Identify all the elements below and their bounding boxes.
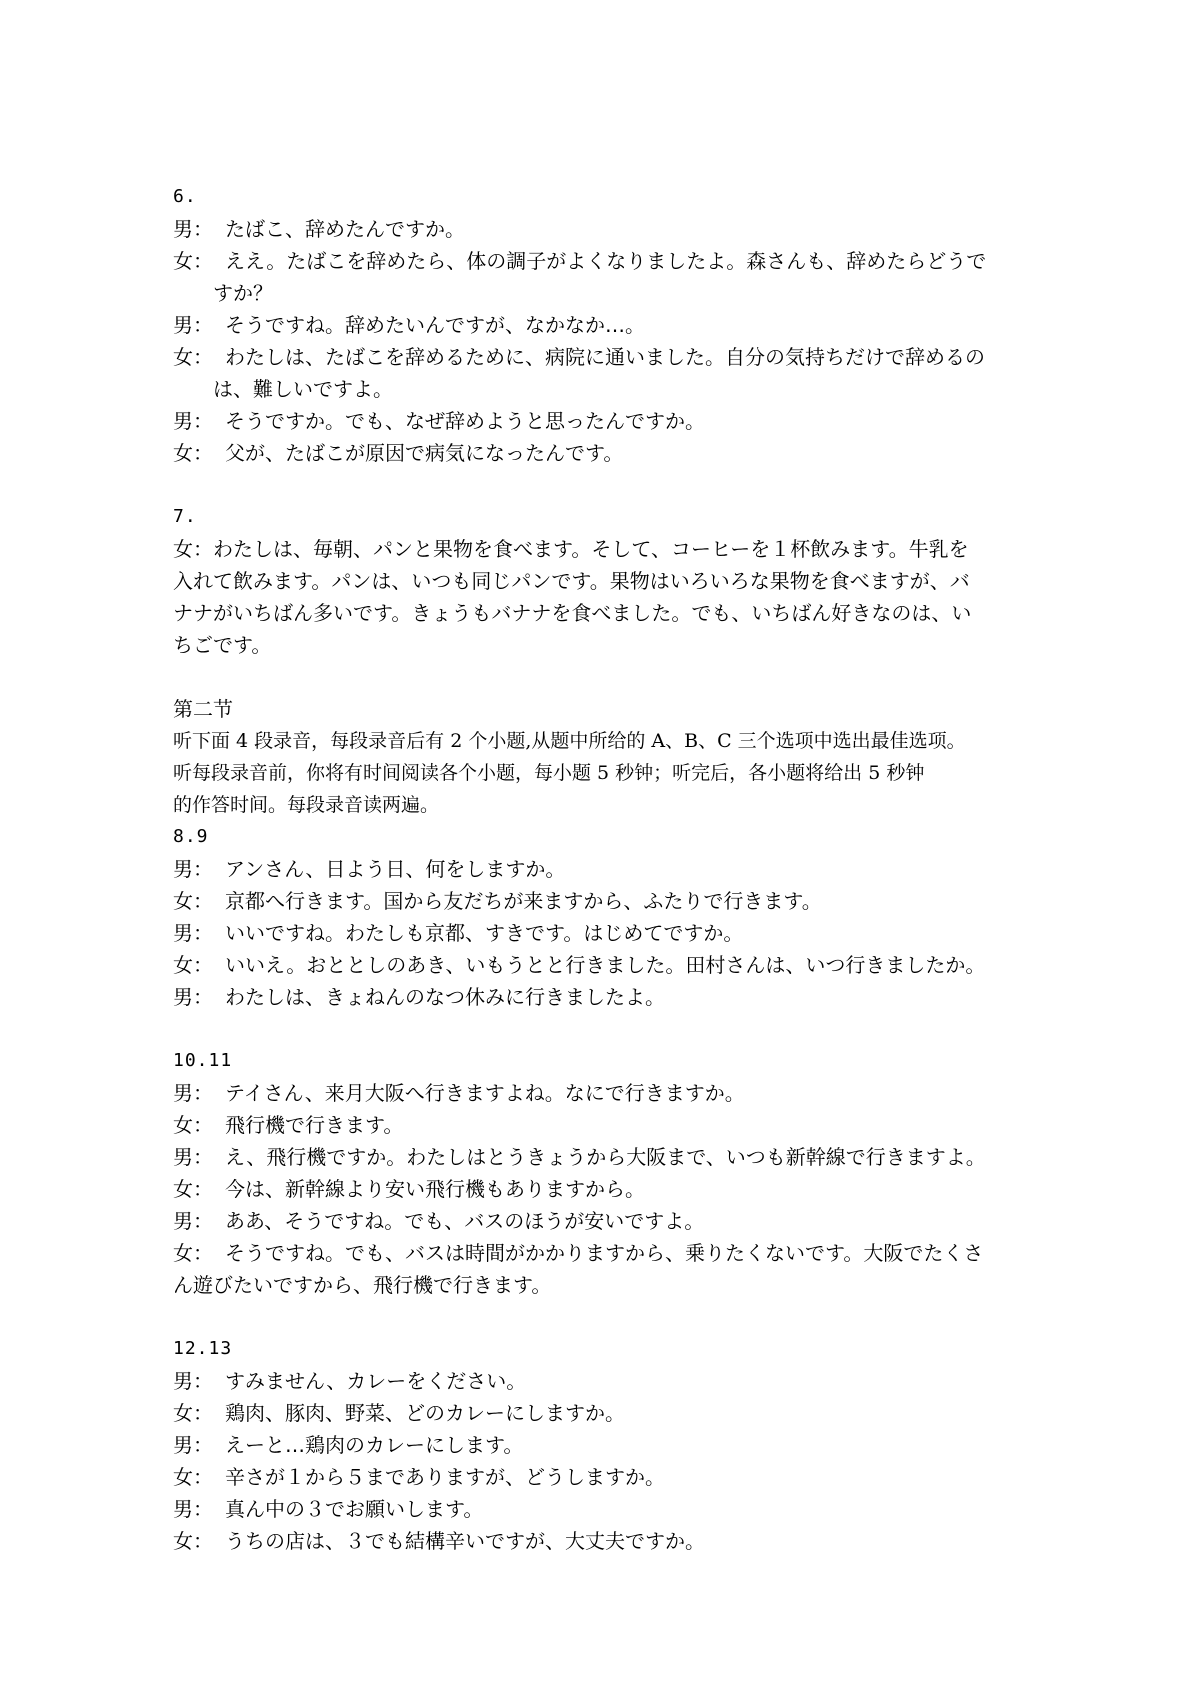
dialogue-text: そうですか。でも、なぜ辞めようと思ったんですか。 [225, 409, 705, 433]
dialogue-text: そうですね。辞めたいんですが、なかなか…。 [225, 313, 645, 337]
dialogue-continuation: すか？ [213, 281, 273, 305]
speaker-label: 男： [173, 409, 213, 433]
dialogue-text: 鶏肉、豚肉、野菜、どのカレーにしますか。 [225, 1401, 625, 1425]
dialogue-line [173, 1365, 1043, 1397]
dialogue-text: 今は、新幹線より安い飛行機もありますから。 [225, 1177, 645, 1201]
spacer [173, 661, 1043, 693]
speaker-label: 男： [173, 1433, 213, 1457]
speaker-label: 女： [173, 1177, 213, 1201]
dialogue-text: 真ん中の３でお願いします。 [225, 1497, 484, 1521]
dialogue-line [173, 1237, 1043, 1269]
monologue-line: 女：わたしは、毎朝、パンと果物を食べます。そして、コーヒーを１杯飲みます。牛乳を [173, 537, 969, 561]
monologue-line: ナナがいちばん多いです。きょうもバナナを食べました。でも、いちばん好きなのは、い [173, 601, 972, 625]
dialogue-line [173, 1461, 1043, 1493]
spacer [173, 469, 1043, 501]
speaker-label: 男： [173, 857, 213, 881]
dialogue-line [173, 981, 1043, 1013]
speaker-label: 男： [173, 217, 213, 241]
question-number: 7. [173, 506, 197, 527]
section-title: 第二节 [173, 697, 233, 721]
dialogue-text: アンさん、日よう日、何をしますか。 [225, 857, 566, 881]
speaker-label: 男： [173, 313, 213, 337]
speaker-label: 女： [173, 1113, 213, 1137]
speaker-label: 女： [173, 1241, 213, 1265]
speaker-label: 女： [173, 1529, 213, 1553]
spacer [173, 1013, 1043, 1045]
dialogue-text: ああ、そうですね。でも、バスのほうが安いですよ。 [225, 1209, 705, 1233]
speaker-label: 男： [173, 1081, 213, 1105]
speaker-label: 男： [173, 1209, 213, 1233]
dialogue-line [173, 1397, 1043, 1429]
dialogue-text: ええ。たばこを辞めたら、体の調子がよくなりましたよ。森さんも、辞めたらどうで [225, 249, 987, 273]
speaker-label: 男： [173, 1145, 213, 1169]
dialogue-line [173, 1141, 1043, 1173]
dialogue-text: 飛行機で行きます。 [225, 1113, 404, 1137]
dialogue-line [173, 1205, 1043, 1237]
speaker-label: 女： [173, 345, 213, 369]
speaker-label: 女： [173, 249, 213, 273]
speaker-label: 女： [173, 441, 213, 465]
dialogue-line [173, 405, 1043, 437]
dialogue-line [173, 1173, 1043, 1205]
speaker-label: 女： [173, 889, 213, 913]
speaker-label: 男： [173, 1369, 213, 1393]
instruction-line: 听每段录音前，你将有时间阅读各个小题，每小题 5 秒钟；听完后，各小题将给出 5 秒钟 [173, 762, 925, 784]
speaker-label: 男： [173, 921, 213, 945]
question-number: 8.9 [173, 826, 209, 847]
speaker-label: 女： [173, 1401, 213, 1425]
dialogue-text: いいですね。わたしも京都、すきです。はじめてですか。 [225, 921, 744, 945]
page-content [173, 181, 1043, 1557]
dialogue-line [173, 885, 1043, 917]
monologue-line: 入れて飲みます。パンは、いつも同じパンです。果物はいろいろな果物を食べますが、バ [173, 569, 970, 593]
question-number: 10.11 [173, 1050, 233, 1071]
dialogue-text: 父が、たばこが原因で病気になったんです。 [225, 441, 624, 465]
dialogue-text: え、飛行機ですか。わたしはとうきょうから大阪まで、いつも新幹線で行きますよ。 [225, 1145, 986, 1169]
instruction-line: 听下面 4 段录音，每段录音后有 2 个小题,从题中所给的 A、B、C 三个选项中选出最佳选项。 [173, 730, 966, 752]
dialogue-line [173, 1109, 1043, 1141]
dialogue-line [173, 1077, 1043, 1109]
dialogue-line [173, 213, 1043, 245]
dialogue-text: わたしは、きょねんのなつ休みに行きましたよ。 [225, 985, 665, 1009]
dialogue-line [173, 1493, 1043, 1525]
dialogue-continuation: は、難しいですよ。 [213, 377, 393, 401]
dialogue-line [173, 1525, 1043, 1557]
dialogue-text: そうですね。でも、バスは時間がかかりますから、乗りたくないです。大阪でたくさ [225, 1241, 984, 1265]
question-number: 12.13 [173, 1338, 233, 1359]
dialogue-text: えーと…鶏肉のカレーにします。 [225, 1433, 524, 1457]
dialogue-line [173, 949, 1043, 981]
dialogue-text: わたしは、たばこを辞めるために、病院に通いました。自分の気持ちだけで辞めるの [225, 345, 985, 369]
speaker-label: 男： [173, 1497, 213, 1521]
dialogue-text: 京都へ行きます。国から友だちが来ますから、ふたりで行きます。 [225, 889, 822, 913]
dialogue-line [173, 245, 1043, 277]
spacer [173, 1301, 1043, 1333]
dialogue-text: たばこ、辞めたんですか。 [225, 217, 465, 241]
dialogue-line [173, 917, 1043, 949]
dialogue-line [173, 1429, 1043, 1461]
dialogue-text: いいえ。おととしのあき、いもうとと行きました。田村さんは、いつ行きましたか。 [225, 953, 986, 977]
dialogue-line [173, 341, 1043, 373]
question-number: 6. [173, 186, 197, 207]
instruction-line: 的作答时间。每段录音读两遍。 [173, 794, 440, 816]
monologue-line: ちごです。 [173, 633, 272, 657]
dialogue-text: 辛さが１から５までありますが、どうしますか。 [225, 1465, 665, 1489]
dialogue-line [173, 309, 1043, 341]
dialogue-line [173, 853, 1043, 885]
speaker-label: 女： [173, 1465, 213, 1489]
dialogue-line [173, 437, 1043, 469]
dialogue-text: すみません、カレーをください。 [225, 1369, 527, 1393]
dialogue-text: テイさん、来月大阪へ行きますよね。なにで行きますか。 [225, 1081, 745, 1105]
dialogue-continuation: ん遊びたいですから、飛行機で行きます。 [173, 1273, 552, 1297]
speaker-label: 女： [173, 953, 213, 977]
dialogue-text: うちの店は、３でも結構辛いですが、大丈夫ですか。 [225, 1529, 705, 1553]
speaker-label: 男： [173, 985, 213, 1009]
